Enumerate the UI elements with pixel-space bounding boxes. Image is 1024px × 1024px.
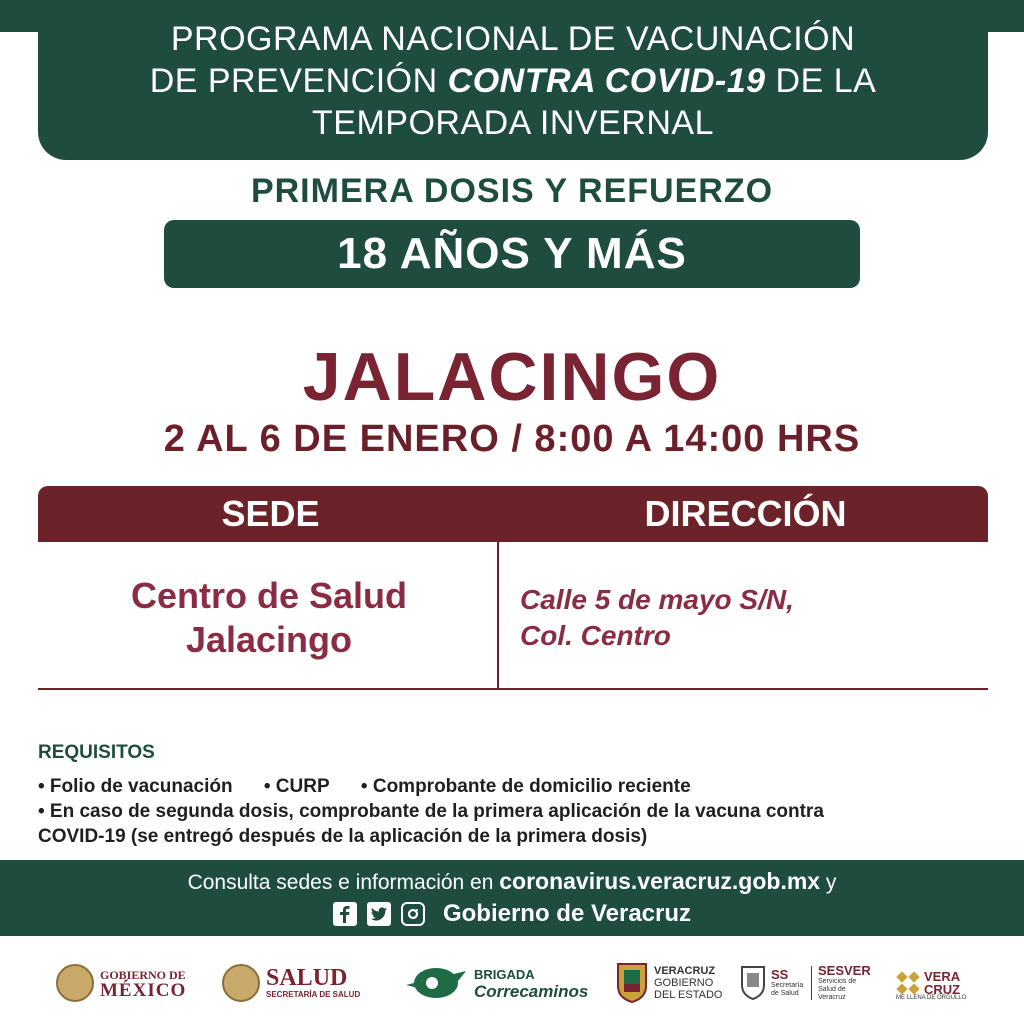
- program-banner: [38, 0, 988, 160]
- sesver-text-2: Servicios de Salud de Veracruz: [818, 978, 857, 1001]
- logo-strip: [0, 955, 1024, 1015]
- requirement-second-dose-cont: COVID-19 (se entregó después de la aplicación de la primera dosis): [38, 826, 648, 847]
- banner-line-2-pre: DE PREVENCIÓN: [149, 62, 448, 100]
- brigada-text-1: BRIGADA: [474, 967, 535, 982]
- footer-band: [0, 860, 1024, 936]
- banner-line-1: PROGRAMA NACIONAL DE VACUNACIÓN: [170, 20, 856, 58]
- ss-sesver-logo: [740, 955, 874, 1011]
- sesver-text: [818, 964, 874, 1002]
- gobierno-mexico-logo: [56, 955, 186, 1011]
- banner-line-2-post: DE LA: [765, 62, 877, 100]
- gobierno-mexico-text: [100, 967, 186, 999]
- veracruz-gobierno-text: [654, 965, 722, 1001]
- veracruz-text-2: GOBIERNO: [654, 977, 714, 989]
- city-title: JALACINGO: [302, 339, 722, 415]
- correcaminos-bird-icon: [402, 963, 468, 1003]
- twitter-icon[interactable]: [367, 902, 391, 926]
- dose-subheading: PRIMERA DOSIS Y REFUERZO: [250, 172, 774, 210]
- social-line: [0, 898, 1024, 930]
- direccion-cell: [520, 582, 980, 654]
- brigada-correcaminos-logo: [402, 955, 588, 1011]
- veracruz-brand-text: [924, 970, 960, 996]
- salud-seal-icon: [222, 964, 260, 1002]
- dates-hours: 2 AL 6 DE ENERO / 8:00 A 14:00 HRS: [163, 418, 861, 460]
- gobierno-veracruz-link[interactable]: Gobierno de Veracruz: [442, 900, 692, 927]
- brigada-text: [474, 966, 588, 1000]
- salud-logo: [222, 955, 360, 1011]
- sesver-text-1: SESVER: [818, 963, 871, 978]
- gobierno-mexico-text-2: MÉXICO: [100, 980, 187, 1001]
- direccion-line-1: Calle 5 de mayo S/N,: [520, 584, 794, 615]
- veracruz-brand-text-1: VERA: [924, 969, 961, 984]
- header-direccion: DIRECCIÓN: [644, 493, 847, 534]
- requirement-domicilio: • Comprobante de domicilio reciente: [360, 776, 691, 797]
- banner-line-2: [38, 60, 988, 102]
- salud-text-2: SECRETARÍA DE SALUD: [266, 990, 361, 999]
- consult-trailing: y: [820, 871, 837, 894]
- salud-text: [266, 966, 360, 1000]
- sede-line-2: Jalacingo: [185, 619, 353, 660]
- ss-text: [771, 968, 805, 998]
- requirement-folio: • Folio de vacunación: [38, 776, 233, 797]
- table-divider-bottom: [38, 688, 988, 690]
- veracruz-brand-tagline: ME LLENA DE ORGULLO: [896, 995, 967, 1001]
- gobierno-mexico-text-1: GOBIERNO DE: [100, 968, 186, 982]
- requirements-line-1: [38, 776, 717, 798]
- veracruz-text-1: VERACRUZ: [654, 965, 716, 977]
- veracruz-text-3: DEL ESTADO: [654, 989, 723, 1001]
- sede-cell: [38, 574, 500, 662]
- requirements-title: REQUISITOS: [38, 742, 155, 763]
- sede-line-1: Centro de Salud: [130, 575, 408, 616]
- requirement-second-dose: • En caso de segunda dosis, comprobante de la primera aplicación de la vacuna contra: [38, 801, 824, 822]
- mexico-seal-icon: [56, 964, 94, 1002]
- requirement-curp: • CURP: [263, 776, 330, 797]
- consult-url-link[interactable]: coronavirus.veracruz.gob.mx: [499, 868, 821, 894]
- facebook-icon[interactable]: [333, 902, 357, 926]
- table-header: [38, 486, 988, 542]
- ss-text-1: SS: [771, 967, 789, 982]
- veracruz-brand-logo: [896, 955, 967, 1011]
- veracruz-brand-text-2: CRUZ: [924, 982, 961, 997]
- age-group-pill: 18 AÑOS Y MÁS: [164, 220, 860, 288]
- salud-text-1: SALUD: [266, 965, 348, 991]
- header-sede: SEDE: [221, 493, 320, 534]
- ss-shield-icon: [740, 965, 766, 1001]
- banner-line-2-bold: CONTRA COVID-19: [447, 62, 766, 100]
- instagram-icon[interactable]: [401, 902, 425, 926]
- brigada-text-2: Correcaminos: [474, 982, 589, 1001]
- veracruz-gobierno-logo: [616, 955, 722, 1011]
- veracruz-shield-icon: [616, 962, 648, 1004]
- logo-separator: [811, 966, 812, 1000]
- direccion-line-2: Col. Centro: [520, 620, 671, 651]
- banner-line-3: TEMPORADA INVERNAL: [312, 104, 714, 142]
- ss-text-2: Secretaría de Salud: [771, 982, 804, 997]
- consult-text: Consulta sedes e información en: [187, 871, 500, 894]
- consult-line: [0, 868, 1024, 895]
- veracruz-pattern-icon: [896, 971, 920, 995]
